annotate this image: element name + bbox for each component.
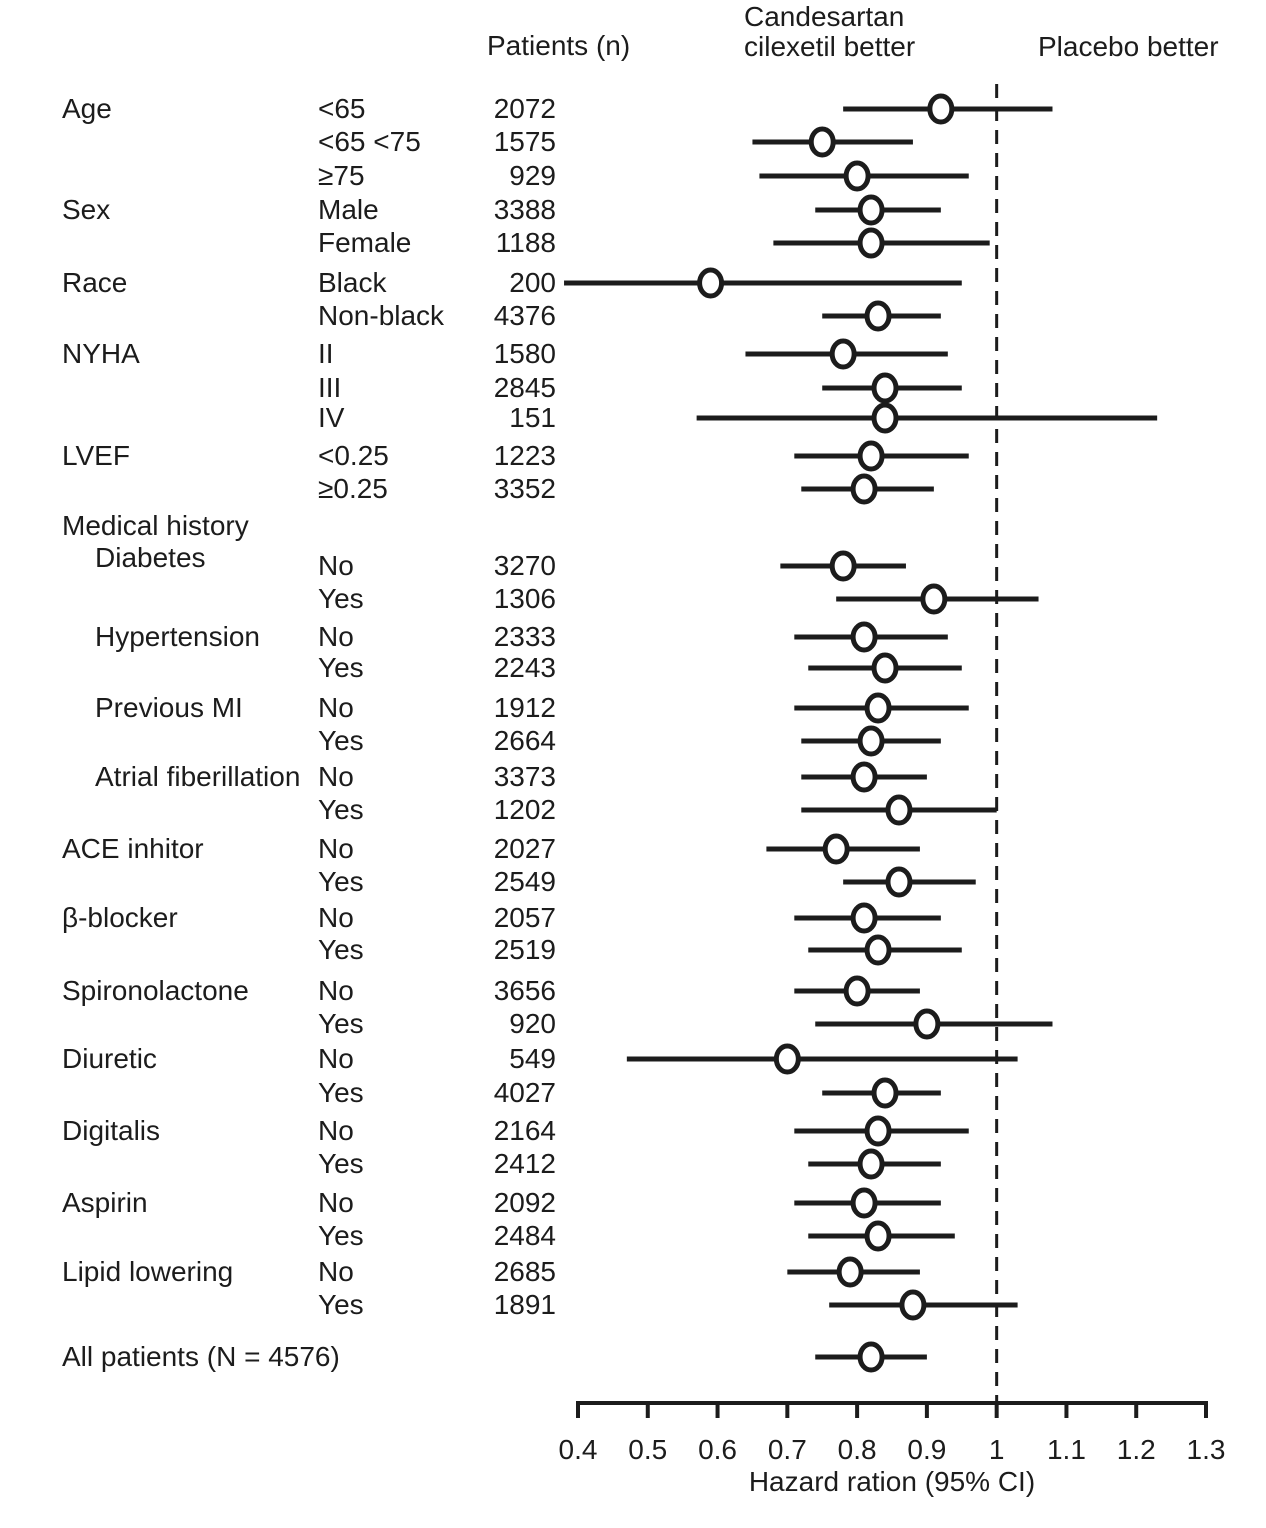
hr-point-marker: [832, 341, 854, 367]
hr-point-marker: [860, 230, 882, 256]
row-level-label: Yes: [318, 1289, 364, 1320]
row-level-label: No: [318, 1115, 354, 1146]
hr-point-marker: [853, 764, 875, 790]
row-group-label: LVEF: [62, 440, 130, 471]
row-group-label: Digitalis: [62, 1115, 161, 1146]
row-group-label: Aspirin: [62, 1187, 148, 1218]
row-level-label: No: [318, 833, 354, 864]
row-level-label: IV: [318, 402, 345, 433]
hr-point-marker: [902, 1292, 924, 1318]
row-level-label: No: [318, 975, 354, 1006]
hr-point-marker: [867, 1223, 889, 1249]
row-patient-count: 3352: [493, 473, 556, 504]
hr-point-marker: [874, 375, 896, 401]
hr-point-marker: [776, 1046, 798, 1072]
hr-point-marker: [832, 553, 854, 579]
row-group-label: Spironolactone: [62, 975, 249, 1006]
x-tick-label: 0.5: [628, 1434, 668, 1465]
hr-point-marker: [916, 1011, 938, 1037]
row-level-label: <65 <75: [318, 126, 421, 157]
x-tick-label: 1: [988, 1434, 1005, 1465]
row-group-label: Sex: [62, 194, 111, 225]
hr-point-marker: [860, 1151, 882, 1177]
row-patient-count: 2057: [493, 902, 556, 933]
x-tick-label: 0.7: [767, 1434, 807, 1465]
row-patient-count: 1891: [493, 1289, 556, 1320]
row-patient-count: 2027: [493, 833, 556, 864]
row-patient-count: 920: [509, 1008, 556, 1039]
row-patient-count: 2685: [493, 1256, 556, 1287]
row-patient-count: 2845: [493, 372, 556, 403]
row-patient-count: 2164: [493, 1115, 556, 1146]
row-level-label: No: [318, 1187, 354, 1218]
row-level-label: No: [318, 1256, 354, 1287]
x-tick-label: 1.3: [1186, 1434, 1226, 1465]
row-patient-count: 4027: [493, 1077, 556, 1108]
row-group-label: NYHA: [62, 338, 140, 369]
hr-point-marker: [853, 905, 875, 931]
row-level-label: <0.25: [318, 440, 389, 471]
hr-point-marker: [874, 405, 896, 431]
row-level-label: Yes: [318, 794, 364, 825]
row-level-label: Yes: [318, 1077, 364, 1108]
hr-point-marker: [867, 303, 889, 329]
row-level-label: Black: [318, 267, 387, 298]
row-patient-count: 2412: [493, 1148, 556, 1179]
row-level-label: II: [318, 338, 334, 369]
hr-point-marker: [874, 655, 896, 681]
row-level-label: No: [318, 902, 354, 933]
row-group-label: Race: [62, 267, 128, 298]
row-group-label: Diuretic: [62, 1043, 157, 1074]
x-tick-label: 1.1: [1046, 1434, 1086, 1465]
row-level-label: No: [318, 1043, 354, 1074]
hr-point-marker: [853, 624, 875, 650]
row-patient-count: 1188: [495, 227, 556, 258]
row-patient-count: 151: [509, 402, 556, 433]
row-group-label: Previous MI: [95, 692, 243, 723]
row-patient-count: 3388: [493, 194, 556, 225]
left-region-label-line2: cilexetil better: [744, 31, 916, 62]
row-patient-count: 3373: [493, 761, 556, 792]
row-level-label: Female: [318, 227, 412, 258]
x-tick-label: 0.9: [907, 1434, 947, 1465]
x-tick-label: 0.4: [558, 1434, 598, 1465]
row-level-label: Yes: [318, 725, 364, 756]
row-level-label: No: [318, 692, 354, 723]
row-group-label: Lipid lowering: [62, 1256, 234, 1287]
hr-point-marker: [860, 197, 882, 223]
row-patient-count: 1202: [493, 794, 556, 825]
row-level-label: Yes: [318, 1220, 364, 1251]
row-level-label: <65: [318, 93, 366, 124]
row-patient-count: 929: [509, 160, 556, 191]
hr-point-marker: [867, 1118, 889, 1144]
x-tick-label: 0.8: [837, 1434, 877, 1465]
hr-point-marker: [867, 937, 889, 963]
hr-point-marker: [853, 476, 875, 502]
hr-point-marker: [867, 695, 889, 721]
hr-point-marker: [811, 129, 833, 155]
x-axis-title: Hazard ration (95% CI): [748, 1466, 1036, 1497]
row-level-label: III: [318, 372, 342, 403]
row-level-label: No: [318, 550, 354, 581]
hr-point-marker: [860, 1344, 882, 1370]
row-level-label: Yes: [318, 583, 364, 614]
row-group-label: Diabetes: [95, 542, 206, 573]
hr-point-marker: [853, 1190, 875, 1216]
row-patient-count: 2092: [493, 1187, 556, 1218]
row-patient-count: 1575: [493, 126, 556, 157]
row-patient-count: 2549: [493, 866, 556, 897]
row-patient-count: 3656: [493, 975, 556, 1006]
hr-point-marker: [825, 836, 847, 862]
row-level-label: ≥0.25: [318, 473, 388, 504]
x-tick-label: 1.2: [1116, 1434, 1156, 1465]
hr-point-marker: [930, 96, 952, 122]
row-level-label: Yes: [318, 1148, 364, 1179]
section-header: Medical history: [62, 510, 249, 541]
row-group-label: ACE inhitor: [62, 833, 204, 864]
hr-point-marker: [888, 869, 910, 895]
patients-column-header: Patients (n): [487, 30, 631, 61]
row-patient-count: 2072: [493, 93, 556, 124]
right-region-label: Placebo better: [1038, 31, 1219, 62]
row-patient-count: 549: [509, 1043, 556, 1074]
row-patient-count: 200: [509, 267, 556, 298]
row-patient-count: 1223: [493, 440, 556, 471]
row-group-label: Hypertension: [95, 621, 260, 652]
hr-point-marker: [923, 586, 945, 612]
hr-point-marker: [860, 728, 882, 754]
hr-point-marker: [839, 1259, 861, 1285]
hr-point-marker: [874, 1080, 896, 1106]
row-patient-count: 2243: [493, 652, 556, 683]
row-patient-count: 2519: [493, 934, 556, 965]
row-level-label: Male: [318, 194, 379, 225]
row-group-label: Age: [62, 93, 112, 124]
hr-point-marker: [846, 163, 868, 189]
row-level-label: No: [318, 761, 354, 792]
row-level-label: ≥75: [318, 160, 365, 191]
row-group-label: β-blocker: [62, 902, 178, 933]
row-level-label: Yes: [318, 1008, 364, 1039]
x-tick-label: 0.6: [698, 1434, 738, 1465]
hr-point-marker: [860, 443, 882, 469]
row-patient-count: 1912: [493, 692, 556, 723]
row-group-label: All patients (N = 4576): [62, 1341, 340, 1372]
row-patient-count: 1306: [493, 583, 556, 614]
row-patient-count: 2484: [493, 1220, 556, 1251]
hr-point-marker: [846, 978, 868, 1004]
row-level-label: Yes: [318, 652, 364, 683]
hr-point-marker: [700, 270, 722, 296]
left-region-label-line1: Candesartan: [744, 1, 905, 32]
hr-point-marker: [888, 797, 910, 823]
row-patient-count: 1580: [493, 338, 556, 369]
row-patient-count: 2664: [493, 725, 556, 756]
row-patient-count: 4376: [493, 300, 556, 331]
row-level-label: Non-black: [318, 300, 445, 331]
row-patient-count: 3270: [493, 550, 556, 581]
row-level-label: Yes: [318, 866, 364, 897]
row-level-label: Yes: [318, 934, 364, 965]
row-level-label: No: [318, 621, 354, 652]
row-patient-count: 2333: [493, 621, 556, 652]
row-group-label: Atrial fiberillation: [95, 761, 301, 792]
